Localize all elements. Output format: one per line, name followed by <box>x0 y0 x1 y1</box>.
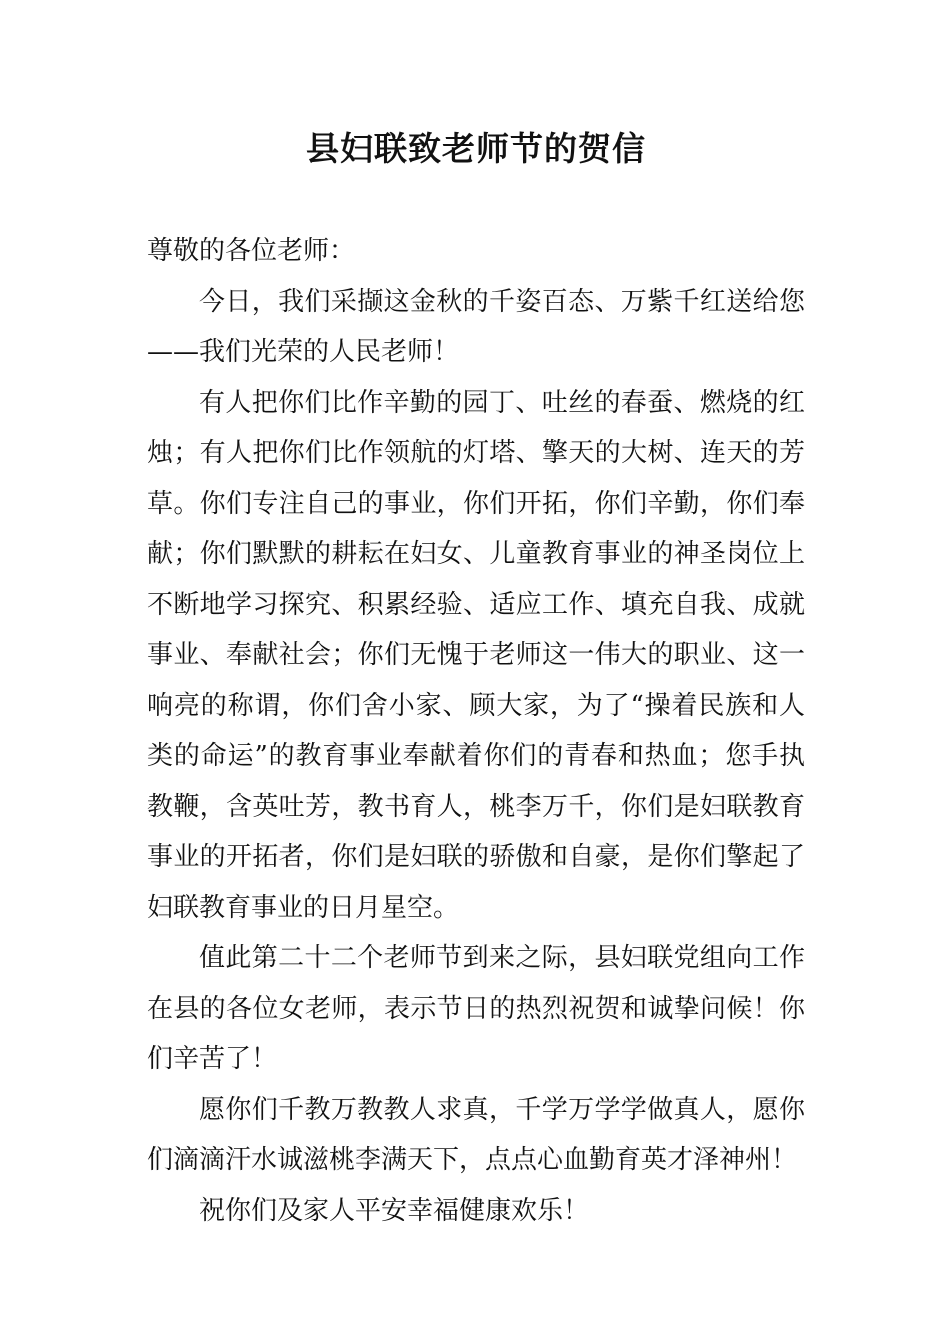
letter-body <box>147 226 805 1236</box>
document-title: 县妇联致老师节的贺信 <box>306 129 646 168</box>
paragraph-1: 今日，我们采撷这金秋的千姿百态、万紫千红送给您——我们光荣的人民老师！ <box>147 286 805 367</box>
paragraph-4: 愿你们千教万教教人求真，千学万学学做真人，愿你们滴滴汗水诚滋桃李满天下，点点心血勤育英才泽神州！ <box>147 1094 805 1175</box>
paragraph-2: 有人把你们比作辛勤的园丁、吐丝的春蚕、燃烧的红烛；有人把你们比作领航的灯塔、擎天的大树、连天的芳草。你们专注自己的事业，你们开拓，你们辛勤，你们奉献；你们默默的耕耘在妇女、儿童教育事业的神圣岗位上不断地学习探究、积累经验、适应工作、填充自我、成就事业、奉献社会；你们无愧于老师这一伟大的职业、这一响亮的称谓，你们舍小家、顾大家，为了“操着民族和人类的命运”的教育事业奉献着你们的青春和热血；您手执教鞭，含英吐芳，教书育人，桃李万千，你们是妇联教育事业的开拓者，你们是妇联的骄傲和自豪，是你们擎起了妇联教育事业的日月星空。 <box>147 387 805 923</box>
paragraph-3: 值此第二十二个老师节到来之际，县妇联党组向工作在县的各位女老师，表示节日的热烈祝贺和诚挚问候！你们辛苦了！ <box>147 943 805 1074</box>
paragraph-5: 祝你们及家人平安幸福健康欢乐！ <box>199 1195 590 1226</box>
salutation: 尊敬的各位老师： <box>147 236 356 266</box>
document-page <box>147 0 805 1344</box>
